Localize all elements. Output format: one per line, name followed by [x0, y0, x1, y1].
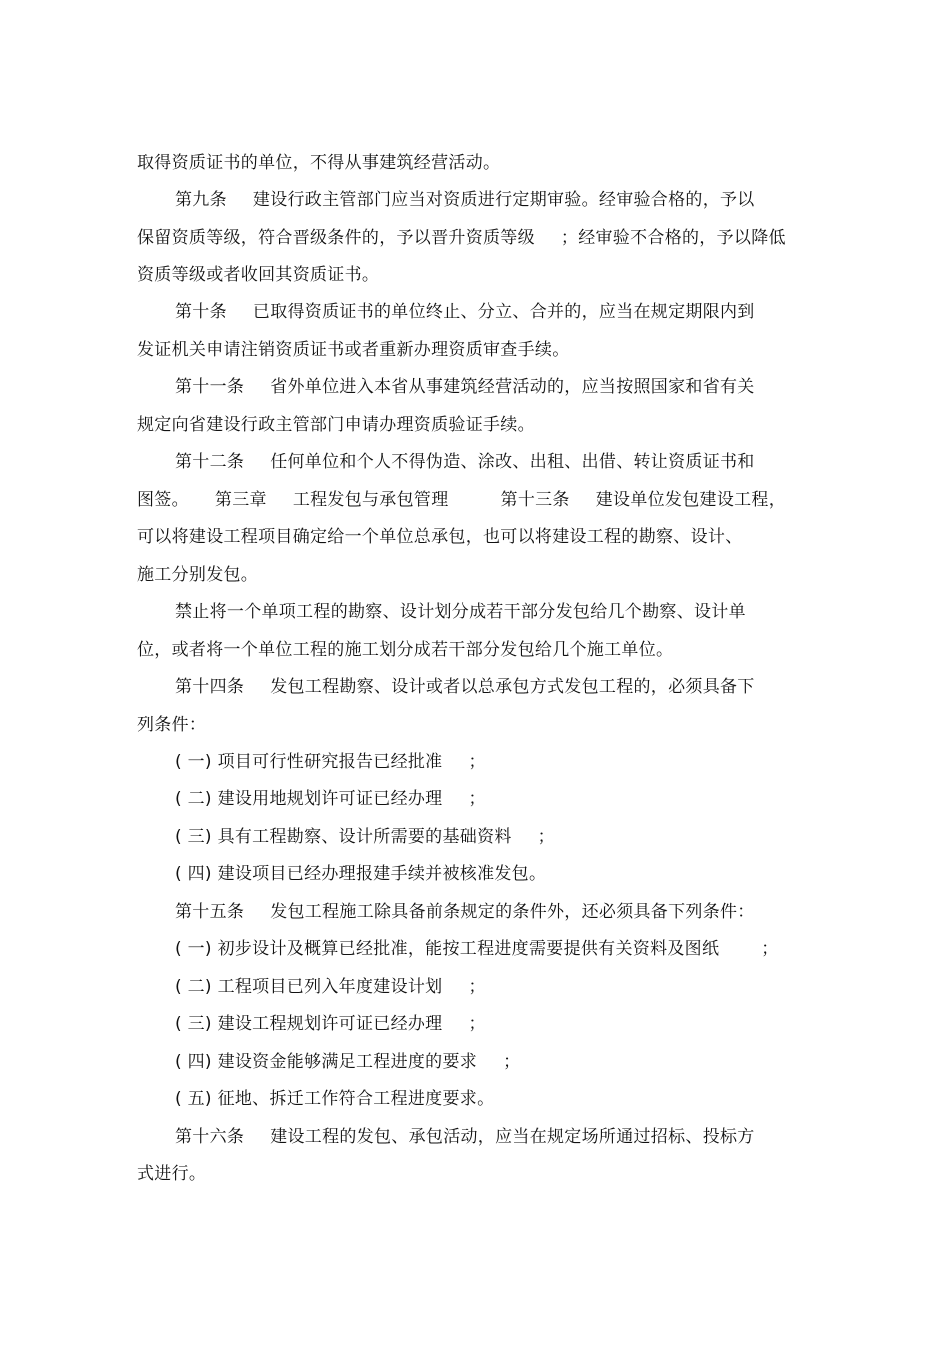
list-item [175, 751, 486, 773]
paragraph-text: 式进行。 [137, 1164, 207, 1184]
chapter-number: 第三章 [214, 490, 267, 510]
list-item [175, 1051, 520, 1073]
list-item [175, 976, 486, 998]
paragraph-text: 发包工程施工除具备前条规定的条件外，还必须具备下列条件： [270, 902, 755, 922]
paragraph-text: 列条件： [137, 715, 207, 735]
text-line [175, 601, 746, 623]
chapter-title: 工程发包与承包管理 [292, 490, 449, 510]
paragraph-text: 省外单位进入本省从事建筑经营活动的，应当按照国家和省有关 [270, 377, 755, 397]
article-number: 第九条 [175, 190, 227, 210]
paragraph-text: ；经审验不合格的，予以降低 [560, 228, 786, 248]
list-item-punctuation: ； [537, 827, 555, 847]
article-number: 第十一条 [175, 377, 245, 397]
paragraph-text: 位，或者将一个单位工程的施工划分成若干部分发包给几个施工单位。 [137, 640, 674, 660]
text-line [137, 227, 786, 249]
text-line [175, 451, 755, 473]
text-line [137, 489, 786, 511]
text-line [175, 189, 755, 211]
article-number: 第十二条 [175, 452, 245, 472]
text-line [137, 564, 258, 586]
text-line [175, 1126, 755, 1148]
paragraph-text: 可以将建设工程项目确定给一个单位总承包，也可以将建设工程的勘察、设计、 [137, 527, 743, 547]
paragraph-text: 资质等级或者收回其资质证书。 [137, 265, 380, 285]
list-item [175, 1088, 494, 1110]
list-item-text: ( 四) 建设资金能够满足工程进度的要求 [175, 1052, 478, 1072]
paragraph-text: 图签。 [137, 490, 189, 510]
text-line [137, 1163, 206, 1185]
paragraph-text: 施工分别发包。 [137, 565, 259, 585]
paragraph-text: 已取得资质证书的单位终止、分立、合并的，应当在规定期限内到 [252, 302, 755, 322]
list-item-text: ( 二) 建设用地规划许可证已经办理 [175, 789, 443, 809]
paragraph-text: 发包工程勘察、设计或者以总承包方式发包工程的，必须具备下 [270, 677, 755, 697]
paragraph-text: 规定向省建设行政主管部门申请办理资质验证手续。 [137, 415, 535, 435]
list-item-text: ( 一) 项目可行性研究报告已经批准 [175, 752, 443, 772]
paragraph-text: 禁止将一个单项工程的勘察、设计划分成若干部分发包给几个勘察、设计单 [175, 602, 746, 622]
paragraph-text: 取得资质证书的单位，不得从事建筑经营活动。 [137, 153, 501, 173]
list-item [175, 863, 546, 885]
text-line [175, 376, 755, 398]
list-item-text: ( 一) 初步设计及概算已经批准，能按工程进度需要提供有关资料及图纸 [175, 939, 720, 959]
list-item-text: ( 三) 建设工程规划许可证已经办理 [175, 1014, 443, 1034]
text-line [137, 339, 570, 361]
paragraph-text: 保留资质等级，符合晋级条件的，予以晋升资质等级 [137, 228, 535, 248]
text-line [175, 676, 755, 698]
text-line [137, 526, 743, 548]
article-number: 第十六条 [175, 1127, 245, 1147]
text-line [137, 414, 535, 436]
list-item-text: ( 四) 建设项目已经办理报建手续并被核准发包。 [175, 864, 547, 884]
list-item [175, 938, 779, 960]
text-line [137, 264, 379, 286]
list-item-text: ( 五) 征地、拆迁工作符合工程进度要求。 [175, 1089, 495, 1109]
list-item-punctuation: ； [503, 1052, 521, 1072]
list-item [175, 1013, 486, 1035]
paragraph-text: 任何单位和个人不得伪造、涂改、出租、出借、转让资质证书和 [270, 452, 755, 472]
article-number: 第十四条 [175, 677, 245, 697]
list-item-text: ( 二) 工程项目已列入年度建设计划 [175, 977, 443, 997]
list-item-punctuation: ； [468, 789, 486, 809]
paragraph-text: 建设单位发包建设工程， [595, 490, 787, 510]
list-item-punctuation: ； [468, 1014, 486, 1034]
list-item-punctuation: ； [468, 977, 486, 997]
list-item [175, 788, 486, 810]
paragraph-text: 建设行政主管部门应当对资质进行定期审验。经审验合格的，予以 [252, 190, 755, 210]
article-number: 第十三条 [500, 490, 570, 510]
text-line [137, 714, 206, 736]
text-line [175, 901, 755, 923]
text-line [137, 152, 500, 174]
list-item-text: ( 三) 具有工程勘察、设计所需要的基础资料 [175, 827, 512, 847]
list-item-punctuation: ； [468, 752, 486, 772]
article-number: 第十五条 [175, 902, 245, 922]
list-item [175, 826, 555, 848]
article-number: 第十条 [175, 302, 227, 322]
paragraph-text: 发证机关申请注销资质证书或者重新办理资质审查手续。 [137, 340, 570, 360]
text-line [137, 639, 673, 661]
paragraph-text: 建设工程的发包、承包活动，应当在规定场所通过招标、投标方 [270, 1127, 755, 1147]
list-item-punctuation: ； [761, 939, 779, 959]
text-line [175, 301, 755, 323]
